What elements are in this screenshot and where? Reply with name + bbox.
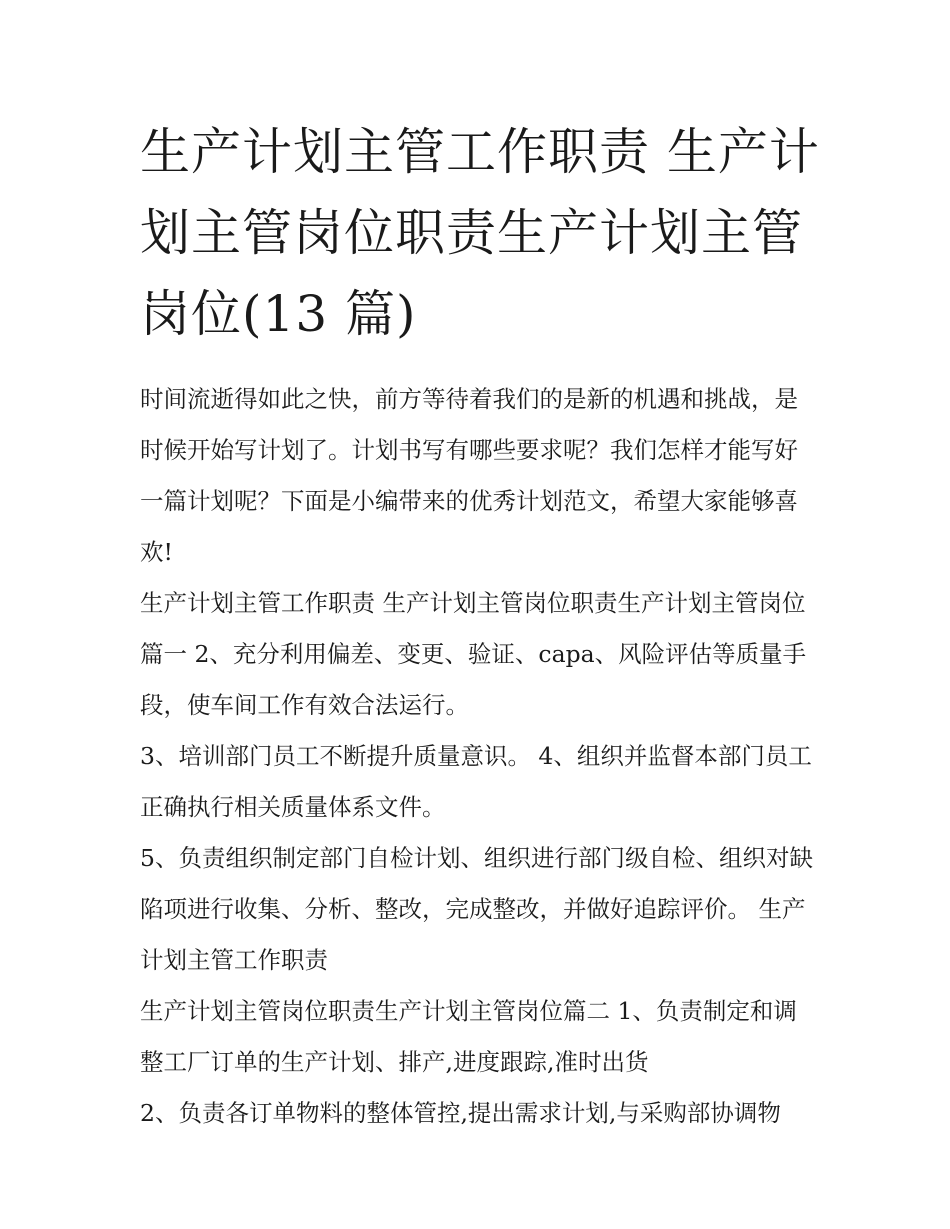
item-3-4-paragraph: 3、培训部门员工不断提升质量意识。 4、组织并监督本部门员工正确执行相关质量体系文件。	[140, 742, 812, 821]
section-one-paragraph: 生产计划主管工作职责 生产计划主管岗位职责生产计划主管岗位篇一 2、充分利用偏差、变更、验证、capa、风险评估等质量手段，使车间工作有效合法运行。	[140, 589, 807, 719]
section-two-paragraph: 生产计划主管岗位职责生产计划主管岗位篇二 1、负责制定和调整工厂订单的生产计划、排产,进度跟踪,准时出货	[140, 997, 797, 1076]
item-5-paragraph: 5、负责组织制定部门自检计划、组织进行部门级自检、组织对缺陷项进行收集、分析、整改，完成整改，并做好追踪评价。 生产计划主管工作职责	[140, 844, 813, 974]
item-2-paragraph: 2、负责各订单物料的整体管控,提出需求计划,与采购部协调物	[140, 1099, 781, 1127]
document-page	[140, 112, 820, 1139]
document-title: 生产计划主管工作职责 生产计划主管岗位职责生产计划主管岗位(13 篇)	[140, 123, 820, 343]
document-body	[140, 374, 820, 1139]
intro-paragraph: 时间流逝得如此之快，前方等待着我们的是新的机遇和挑战，是时候开始写计划了。计划书写有哪些要求呢？我们怎样才能写好一篇计划呢？下面是小编带来的优秀计划范文，希望大家能够喜欢!	[140, 385, 798, 566]
